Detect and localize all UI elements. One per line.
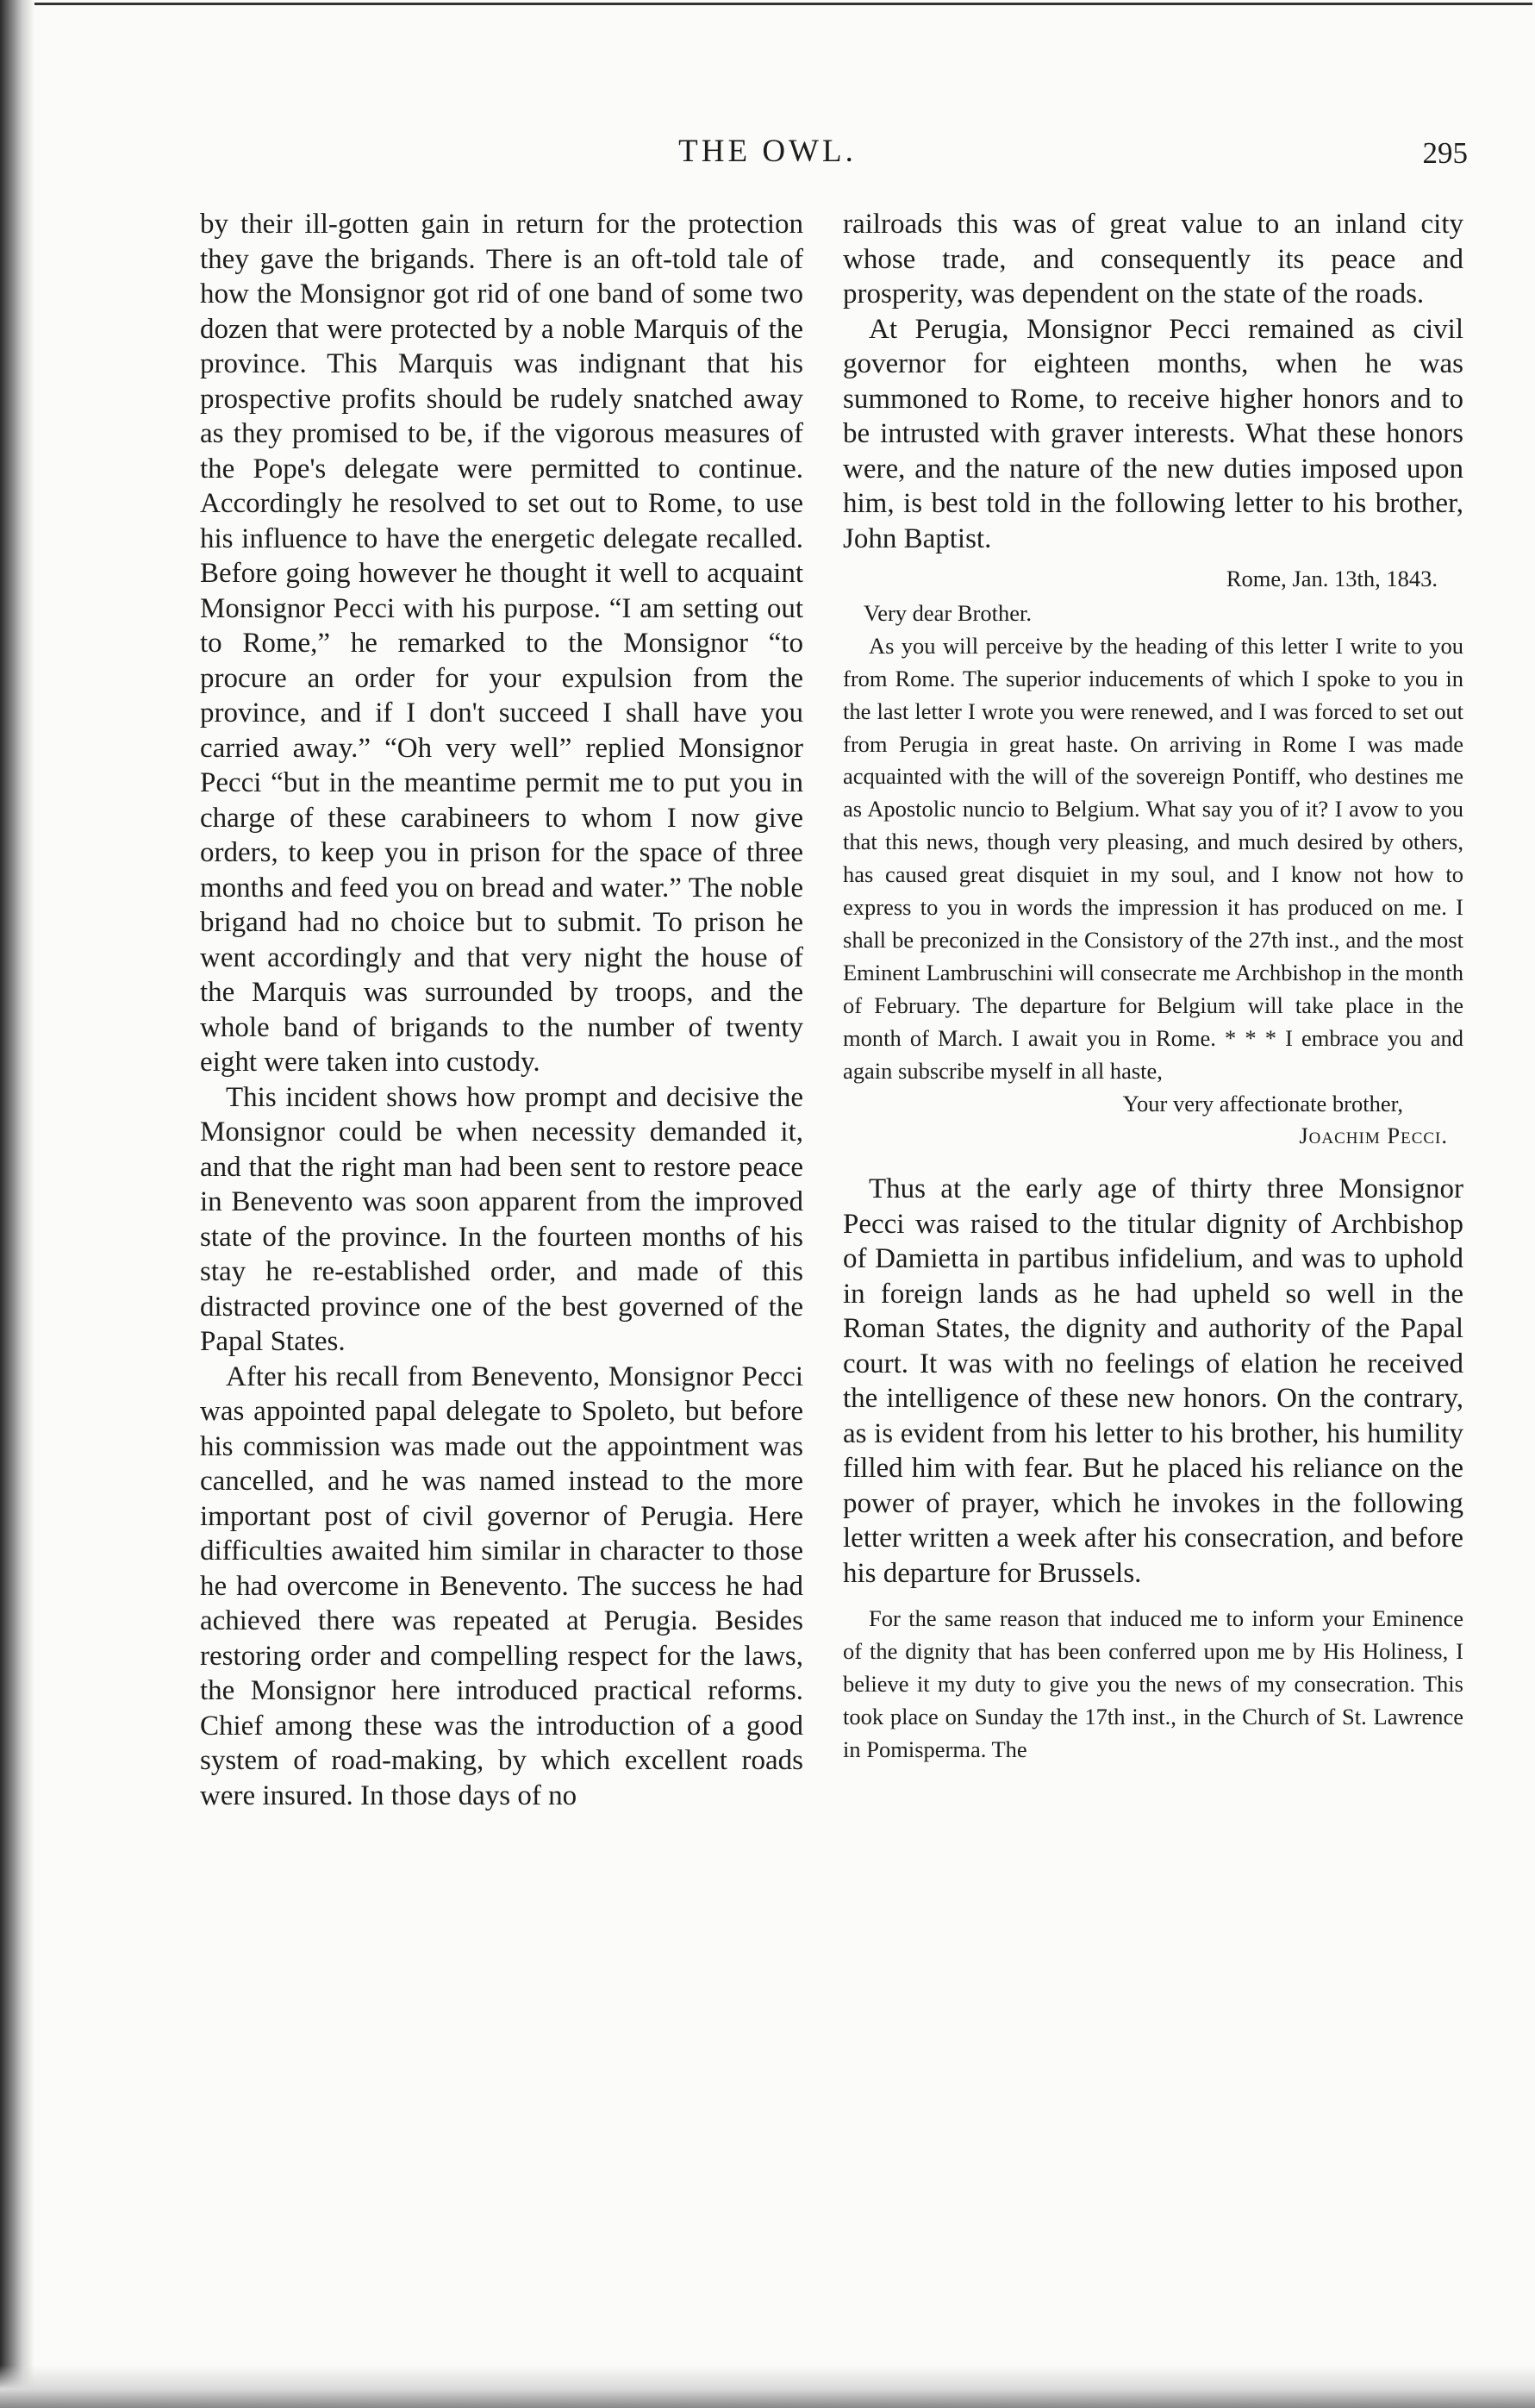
left-column (200, 207, 803, 1813)
second-letter (843, 1603, 1463, 1767)
running-title: THE OWL. (678, 134, 857, 169)
right-paragraph-1: railroads this was of great value to an inland city whose trade, and consequently its peace and prosperity, was dependent on the state of the roads. (843, 209, 1463, 310)
scan-left-edge (0, 0, 34, 2408)
page-number: 295 (1422, 136, 1468, 170)
right-paragraph-3: Thus at the early age of thirty three Monsignor Pecci was raised to the titular dignity of Archbishop of Damietta in partibus infidelium, and was to uphold in foreign lands as he had upheld so well in the Roman States, the dignity and authority of the Papal court. It was with no feelings of elation he received the intelligence of these new honors. On the contrary, as is evident from his letter to his brother, his humility filled him with fear. But he placed his reliance on the power of prayer, which he invokes in the following letter written a week after his consecration, and before his departure for Brussels. (843, 1173, 1463, 1589)
letter-salutation: Very dear Brother. (864, 599, 1032, 626)
letter-closing: Your very affectionate brother, (1122, 1090, 1403, 1116)
right-body-top (843, 207, 1463, 556)
right-body-after (843, 1172, 1463, 1591)
left-paragraph-2: This incident shows how prompt and decisive the Monsignor could be when necessity demanded it, and that the right man had been sent to restore peace in Benevento was soon apparent from the improved state of the province. In the fourteen months of his stay he re-established order, and made of this distracted province one of the best governed of the Papal States. (200, 1081, 803, 1357)
letter-body: As you will perceive by the heading of this letter I write to you from Rome. The superior inducements of which I spoke to you in the last letter I wrote you were renewed, and I was forced to set out from Perugia in great haste. On arriving in Rome I was made acquainted with the will of the sovereign Pontiff, who destines me as Apostolic nuncio to Belgium. What say you of it? I avow to you that this news, though very pleasing, and much desired by others, has caused great disquiet in my soul, and I know not how to express to you in words the impression it has produced on me. I shall be preconized in the Consistory of the 27th inst., and the most Eminent Lambruschini will consecrate me Archbishop in the month of February. The departure for Belgium will take place in the month of March. I await you in Rome. * * * I embrace you and again subscribe myself in all haste, (843, 632, 1463, 1084)
letter-dateline: Rome, Jan. 13th, 1843. (1226, 566, 1438, 591)
second-letter-start: For the same reason that induced me to inform your Eminence of the dignity that has been conferred upon me by His Holiness, I believe it my duty to give you the news of my consecration. This took place on Sunday the 17th inst., in the Church of St. Lawrence in Pomisperma. The (843, 1605, 1463, 1762)
right-paragraph-2: At Perugia, Monsignor Pecci remained as civil governor for eighteen months, when he was summoned to Rome, to receive higher honors and to be intrusted with graver interests. What these honors were, and the nature of the new duties imposed upon him, is best told in the following letter to his brother, John Baptist. (843, 313, 1463, 554)
scan-bottom-edge (0, 2365, 1535, 2408)
left-paragraph-3: After his recall from Benevento, Monsignor Pecci was appointed papal delegate to Spoleto, but before his commission was made out the appointment was cancelled, and he was named instead to the more important post of civil governor of Perugia. Here difficulties awaited him similar in character to those he had overcome in Benevento. The success he had achieved there was repeated at Perugia. Besides restoring order and compelling respect for the laws, the Monsignor here introduced practical reforms. Chief among these was the introduction of a good system of road-making, by which excellent roads were insured. In those days of no (200, 1360, 803, 1811)
left-paragraph-1: by their ill-gotten gain in return for the protection they gave the brigands. There is an oft-told tale of how the Monsignor got rid of one band of some two dozen that were protected by a noble Marquis of the province. This Marquis was indignant that his prospective profits should be rudely snatched away as they promised to be, if the vigorous measures of the Pope's delegate were permitted to continue. Accordingly he resolved to set out to Rome, to use his influence to have the energetic delegate recalled. Before going however he thought it well to acquaint Monsignor Pecci with his purpose. “I am setting out to Rome,” he remarked to the Monsignor “to procure an order for your expulsion from the province, and if I don't succeed I shall have you carried away.” “Oh very well” replied Monsignor Pecci “but in the meantime permit me to put you in charge of these carabineers to whom I now give orders, to keep you in prison for the space of three months and feed you on bread and water.” The noble brigand had no choice but to submit. To prison he went accordingly and that very night the house of the Marquis was surrounded by troops, and the whole band of brigands to the number of twenty eight were taken into custody. (200, 209, 803, 1078)
right-column (843, 207, 1463, 1767)
letter-signature: Joachim Pecci. (1299, 1123, 1448, 1149)
quoted-letter (843, 563, 1463, 1153)
top-rule (34, 3, 1532, 5)
